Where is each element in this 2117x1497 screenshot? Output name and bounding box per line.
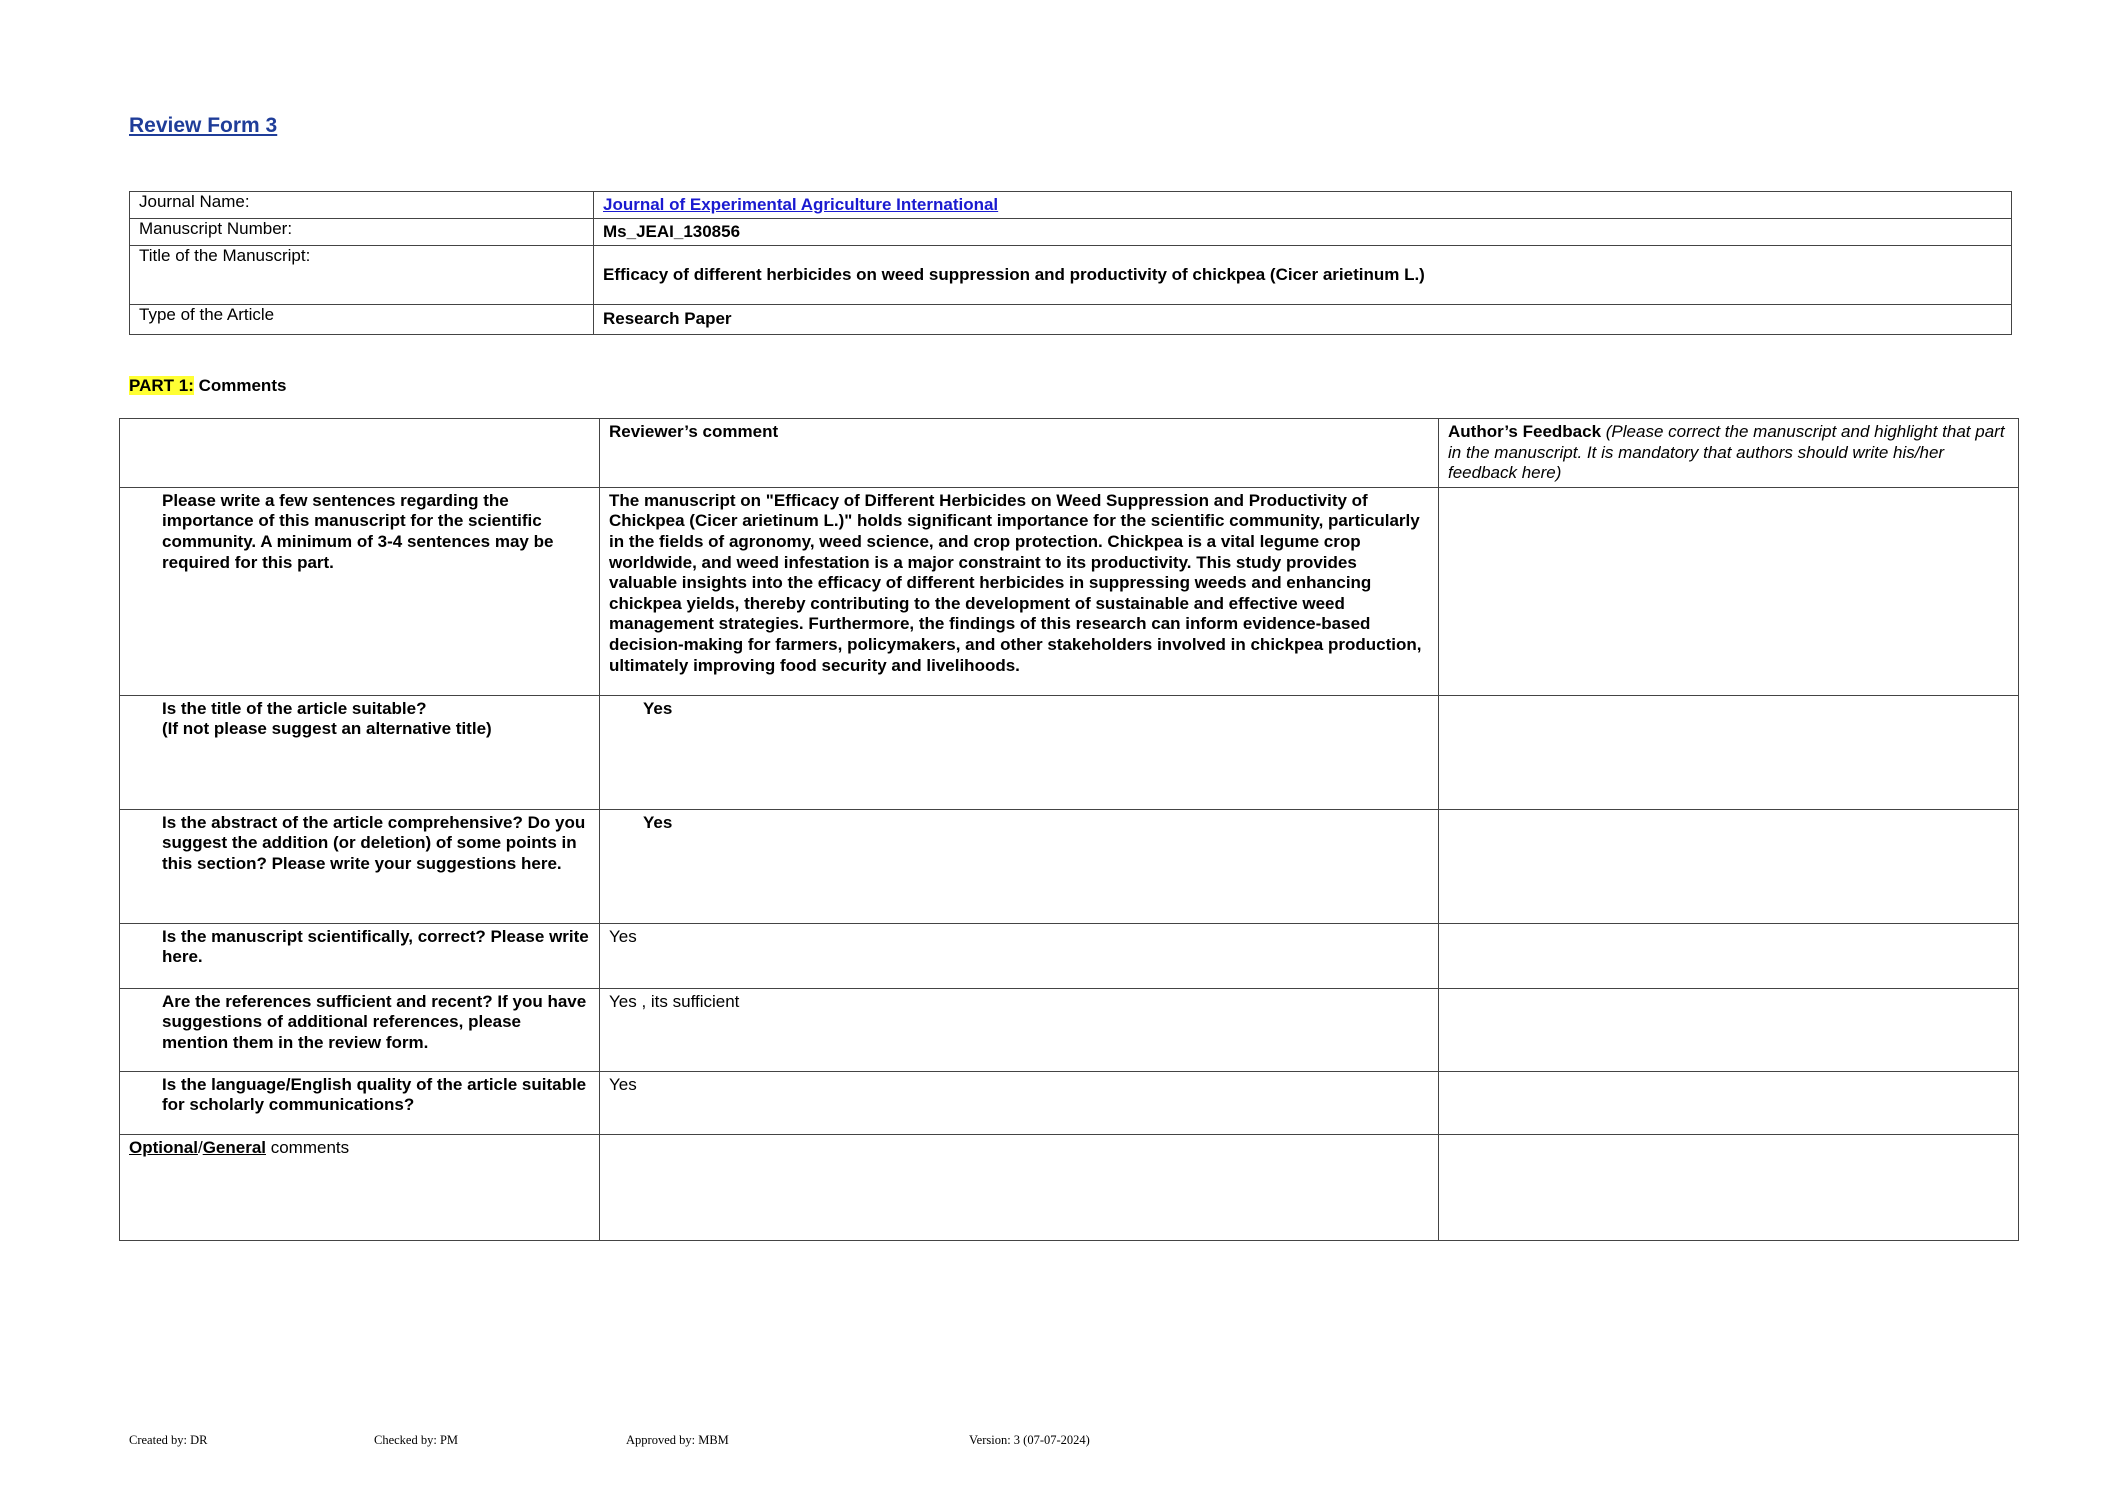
footer-created-by: Created by: DR bbox=[129, 1433, 208, 1447]
question-title bbox=[120, 695, 600, 809]
author-feedback-instructions: (Please correct the manuscript and highlight that part in the manuscript. It is mandatory that authors should write his/her feedback here) bbox=[1448, 422, 2005, 483]
optional-comments-label bbox=[120, 1134, 600, 1240]
journal-label: Journal Name: bbox=[130, 192, 594, 219]
author-feedback-title: Author’s Feedback bbox=[1448, 422, 1602, 441]
part1-heading bbox=[129, 376, 286, 396]
question-importance: Please write a few sentences regarding the importance of this manuscript for the scientific community. A minimum of 3-4 sentences may be required for this part. bbox=[120, 487, 600, 695]
article-type-value: Research Paper bbox=[594, 305, 2012, 335]
article-type-label: Type of the Article bbox=[130, 305, 594, 335]
manuscript-number-value: Ms_JEAI_130856 bbox=[594, 219, 2012, 246]
author-feedback-cell[interactable] bbox=[1439, 695, 2019, 809]
form-title: Review Form 3 bbox=[129, 114, 278, 137]
question-title-line1: Is the title of the article suitable? bbox=[162, 698, 427, 718]
reviewer-answer-title: Yes bbox=[600, 695, 1439, 809]
optional-comments-row bbox=[120, 1134, 2019, 1240]
general-word: General bbox=[202, 1137, 266, 1157]
reviewer-answer-abstract: Yes bbox=[600, 809, 1439, 923]
part1-suffix: Comments bbox=[193, 376, 287, 395]
table-row bbox=[120, 695, 2019, 809]
author-feedback-cell[interactable] bbox=[1439, 487, 2019, 695]
question-language: Is the language/English quality of the article suitable for scholarly communications? bbox=[120, 1071, 600, 1134]
table-row bbox=[120, 1071, 2019, 1134]
part1-label: PART 1: bbox=[129, 376, 194, 395]
journal-link[interactable]: Journal of Experimental Agriculture International bbox=[603, 195, 999, 214]
journal-value bbox=[594, 192, 2012, 219]
reviewer-answer-scientific: Yes bbox=[600, 923, 1439, 988]
optional-word: Optional bbox=[129, 1137, 198, 1157]
table-row bbox=[120, 809, 2019, 923]
table-row bbox=[120, 487, 2019, 695]
manuscript-number-label: Manuscript Number: bbox=[130, 219, 594, 246]
author-optional-cell[interactable] bbox=[1439, 1134, 2019, 1240]
question-title-line2: (If not please suggest an alternative title) bbox=[162, 719, 492, 739]
table-row bbox=[120, 923, 2019, 988]
footer-approved-by: Approved by: MBM bbox=[626, 1433, 729, 1447]
author-feedback-cell[interactable] bbox=[1439, 988, 2019, 1071]
reviewer-optional-cell[interactable] bbox=[600, 1134, 1439, 1240]
author-feedback-cell[interactable] bbox=[1439, 923, 2019, 988]
comments-header-row bbox=[120, 419, 2019, 488]
reviewer-answer-language: Yes bbox=[600, 1071, 1439, 1134]
reviewer-comment-header: Reviewer’s comment bbox=[600, 419, 1439, 488]
reviewer-answer-importance: The manuscript on "Efficacy of Different Herbicides on Weed Suppression and Productivity of Chickpea (Cicer arietinum L.)" holds significant importance for the scientific community, particularly in the fields of agronomy, weed science, and crop protection. Chickpea is a vital legume crop worldwide, and weed infestation is a major constraint to its productivity. This study provides valuable insights into the efficacy of different herbicides in suppressing weeds and enhancing chickpea yields, thereby contributing to the development of sustainable and effective weed management strategies. Furthermore, the findings of this research can inform evidence-based decision-making for farmers, policymakers, and other stakeholders involved in chickpea production, ultimately improving food security and livelihoods. bbox=[600, 487, 1439, 695]
question-scientific: Is the manuscript scientifically, correct? Please write here. bbox=[120, 923, 600, 988]
manuscript-info-table bbox=[129, 191, 2012, 335]
header-blank-cell bbox=[120, 419, 600, 488]
author-feedback-cell[interactable] bbox=[1439, 1071, 2019, 1134]
reviewer-answer-references: Yes , its sufficient bbox=[600, 988, 1439, 1071]
manuscript-title-row bbox=[130, 246, 2012, 305]
question-abstract: Is the abstract of the article comprehensive? Do you suggest the addition (or deletion) of some points in this section? Please write your suggestions here. bbox=[120, 809, 600, 923]
footer-checked-by: Checked by: PM bbox=[374, 1433, 459, 1447]
comments-table bbox=[119, 418, 2019, 1241]
author-feedback-cell[interactable] bbox=[1439, 809, 2019, 923]
manuscript-title-value: Efficacy of different herbicides on weed suppression and productivity of chickpea (Cicer arietinum L.) bbox=[594, 246, 2012, 305]
table-row bbox=[120, 988, 2019, 1071]
manuscript-number-row bbox=[130, 219, 2012, 246]
article-type-row bbox=[130, 305, 2012, 335]
optional-separator: / bbox=[197, 1137, 203, 1157]
question-references: Are the references sufficient and recent? If you have suggestions of additional references, please mention them in the review form. bbox=[120, 988, 600, 1071]
journal-row bbox=[130, 192, 2012, 219]
optional-suffix: comments bbox=[266, 1137, 350, 1157]
footer-version: Version: 3 (07-07-2024) bbox=[969, 1433, 1090, 1447]
manuscript-title-label: Title of the Manuscript: bbox=[130, 246, 594, 305]
author-feedback-header bbox=[1439, 419, 2019, 488]
